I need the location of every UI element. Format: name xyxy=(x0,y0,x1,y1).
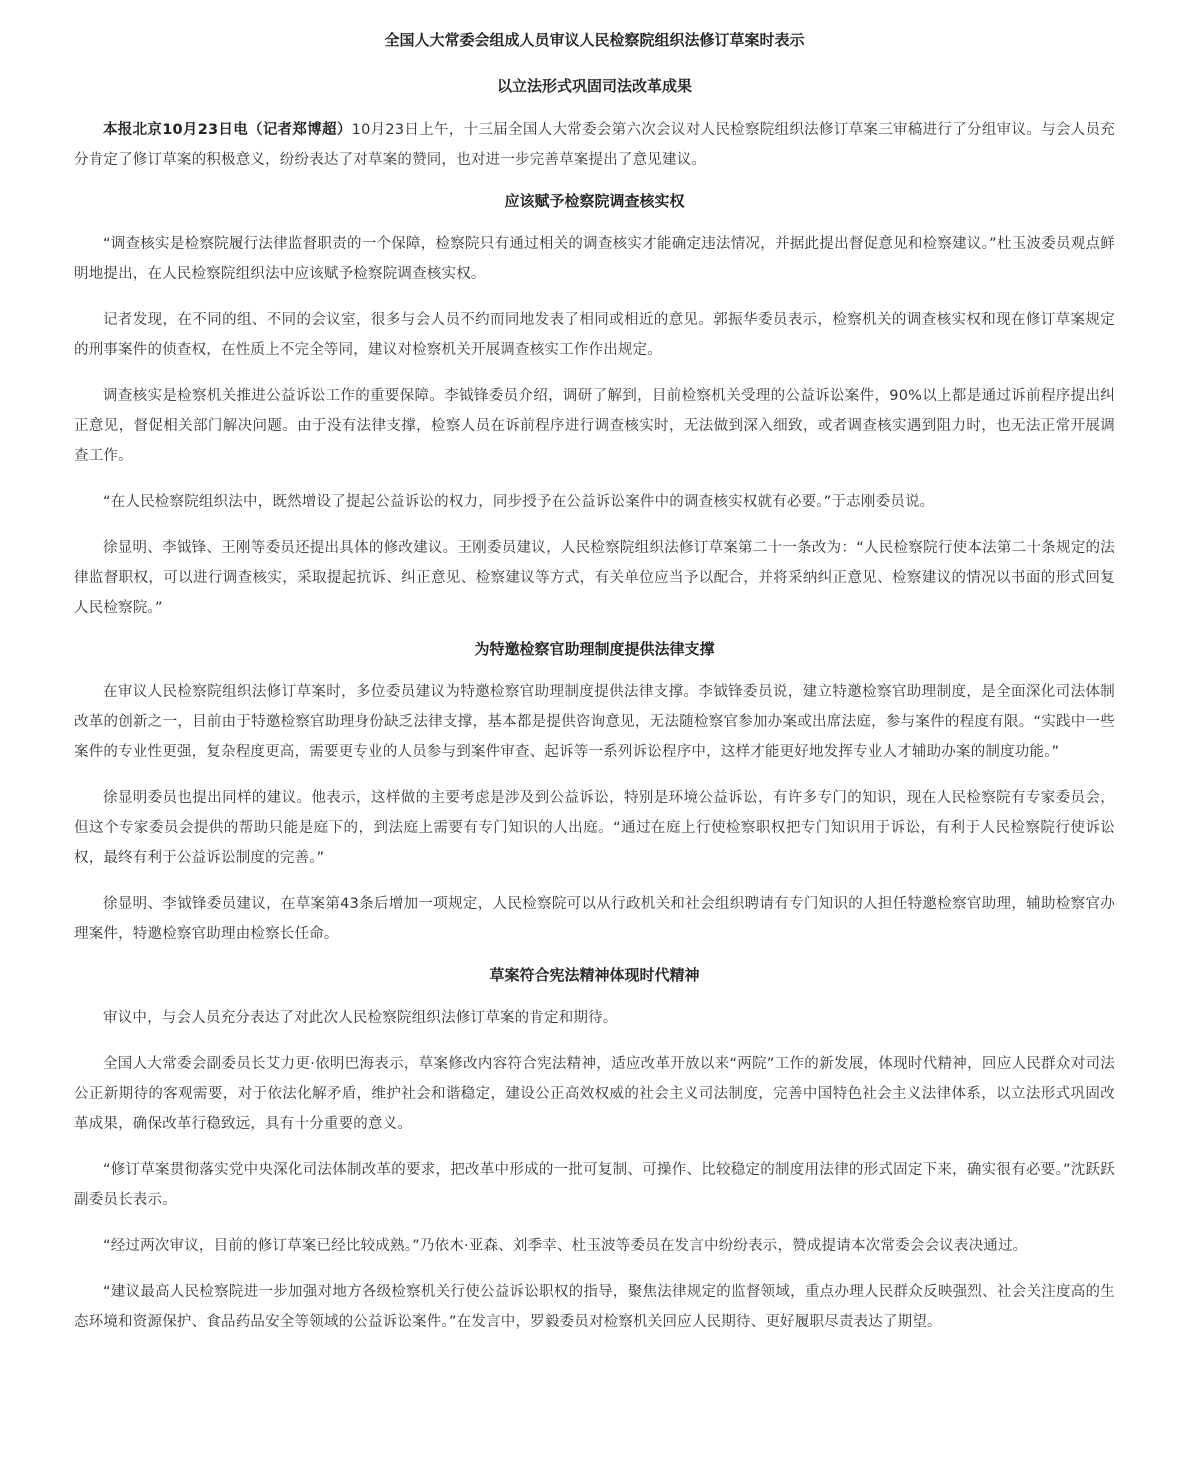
paragraph: 全国人大常委会副委员长艾力更·依明巴海表示，草案修改内容符合宪法精神，适应改革开放以来“两院”工作的新发展，体现时代精神，回应人民群众对司法公正新期待的客观需要，对于依法化解矛盾，维护社会和谐稳定，建设公正高效权威的社会主义司法制度，完善中国特色社会主义法律体系，以立法形式巩固改革成果，确保改革行稳致远，具有十分重要的意义。 xyxy=(74,1056,1115,1132)
paragraph: “修订草案贯彻落实党中央深化司法体制改革的要求，把改革中形成的一批可复制、可操作、比较稳定的制度用法律的形式固定下来，确实很有必要。”沈跃跃副委员长表示。 xyxy=(74,1162,1115,1208)
paragraph: 审议中，与会人员充分表达了对此次人民检察院组织法修订草案的肯定和期待。 xyxy=(103,1010,618,1026)
paragraph: 调查核实是检察机关推进公益诉讼工作的重要保障。李钺锋委员介绍，调研了解到，目前检察机关受理的公益诉讼案件，90%以上都是通过诉前程序提出纠正意见，督促相关部门解决问题。由于没有法律支撑，检察人员在诉前程序进行调查核实时，无法做到深入细致，或者调查核实遇到阻力时，也无法正常开展调查工作。 xyxy=(74,388,1115,464)
paragraph: “调查核实是检察院履行法律监督职责的一个保障，检察院只有通过相关的调查核实才能确定违法情况，并据此提出督促意见和检察建议。”杜玉波委员观点鲜明地提出，在人民检察院组织法中应该赋予检察院调查核实权。 xyxy=(74,236,1115,282)
paragraph: “在人民检察院组织法中，既然增设了提起公益诉讼的权力，同步授予在公益诉讼案件中的调查核实权就有必要。”于志刚委员说。 xyxy=(103,494,935,510)
section-title-special-assistant: 为特邀检察官助理制度提供法律支撑 xyxy=(474,640,715,658)
paragraph: 在审议人民检察院组织法修订草案时，多位委员建议为特邀检察官助理制度提供法律支撑。李钺锋委员说，建立特邀检察官助理制度，是全面深化司法体制改革的创新之一，目前由于特邀检察官助理身份缺乏法律支撑，基本都是提供咨询意见，无法随检察官参加办案或出席法庭，参与案件的程度有限。“实践中一些案件的专业性更强，复杂程度更高，需要更专业的人员参与到案件审查、起诉等一系列诉讼程序中，这样才能更好地发挥专业人才辅助办案的制度功能。” xyxy=(74,684,1115,760)
paragraph: 徐显明委员也提出同样的建议。他表示，这样做的主要考虑是涉及到公益诉讼，特别是环境公益诉讼，有许多专门的知识，现在人民检察院有专家委员会，但这个专家委员会提供的帮助只能是庭下的，到法庭上需要有专门知识的人出庭。“通过在庭上行使检察职权把专门知识用于诉讼，有利于人民检察院行使诉讼权，最终有利于公益诉讼制度的完善。” xyxy=(74,790,1115,866)
paragraph: 记者发现，在不同的组、不同的会议室，很多与会人员不约而同地发表了相同或相近的意见。郭振华委员表示，检察机关的调查核实权和现在修订草案规定的刑事案件的侦查权，在性质上不完全等同，建议对检察机关开展调查核实工作作出规定。 xyxy=(74,312,1115,358)
section-title-constitutional-spirit: 草案符合宪法精神体现时代精神 xyxy=(489,966,700,984)
article-subheadline: 以立法形式巩固司法改革成果 xyxy=(496,77,692,95)
paragraph: 徐显明、李钺锋委员建议，在草案第43条后增加一项规定，人民检察院可以从行政机关和社会组织聘请有专门知识的人担任特邀检察官助理，辅助检察官办理案件，特邀检察官助理由检察长任命。 xyxy=(74,896,1115,942)
paragraph: “经过两次审议，目前的修订草案已经比较成熟。”乃依木·亚森、刘季幸、杜玉波等委员在发言中纷纷表示，赞成提请本次常委会会议表决通过。 xyxy=(103,1238,1028,1254)
paragraph: “建议最高人民检察院进一步加强对地方各级检察机关行使公益诉讼职权的指导，聚焦法律规定的监督领域，重点办理人民群众反映强烈、社会关注度高的生态环境和资源保护、食品药品安全等领域的公益诉讼案件。”在发言中，罗毅委员对检察机关回应人民期待、更好履职尽责表达了期望。 xyxy=(74,1284,1115,1330)
lead-text: 10月23日上午，十三届全国人大常委会第六次会议对人民检察院组织法修订草案三审稿进行了分组审议。与会人员充分肯定了修订草案的积极意义，纷纷表达了对草案的赞同，也对进一步完善草案提出了意见建议。 xyxy=(74,122,1115,168)
paragraph: 徐显明、李钺锋、王刚等委员还提出具体的修改建议。王刚委员建议，人民检察院组织法修订草案第二十一条改为：“人民检察院行使本法第二十条规定的法律监督职权，可以进行调查核实，采取提起抗诉、纠正意见、检察建议等方式，有关单位应当予以配合，并将采纳纠正意见、检察建议的情况以书面的形式回复人民检察院。” xyxy=(74,540,1115,616)
section-title-investigation-right: 应该赋予检察院调查核实权 xyxy=(504,192,685,210)
dateline: 本报北京10月23日电（记者郑博超） xyxy=(103,122,352,138)
article-headline: 全国人大常委会组成人员审议人民检察院组织法修订草案时表示 xyxy=(384,31,805,49)
lead-paragraph xyxy=(74,115,1115,175)
